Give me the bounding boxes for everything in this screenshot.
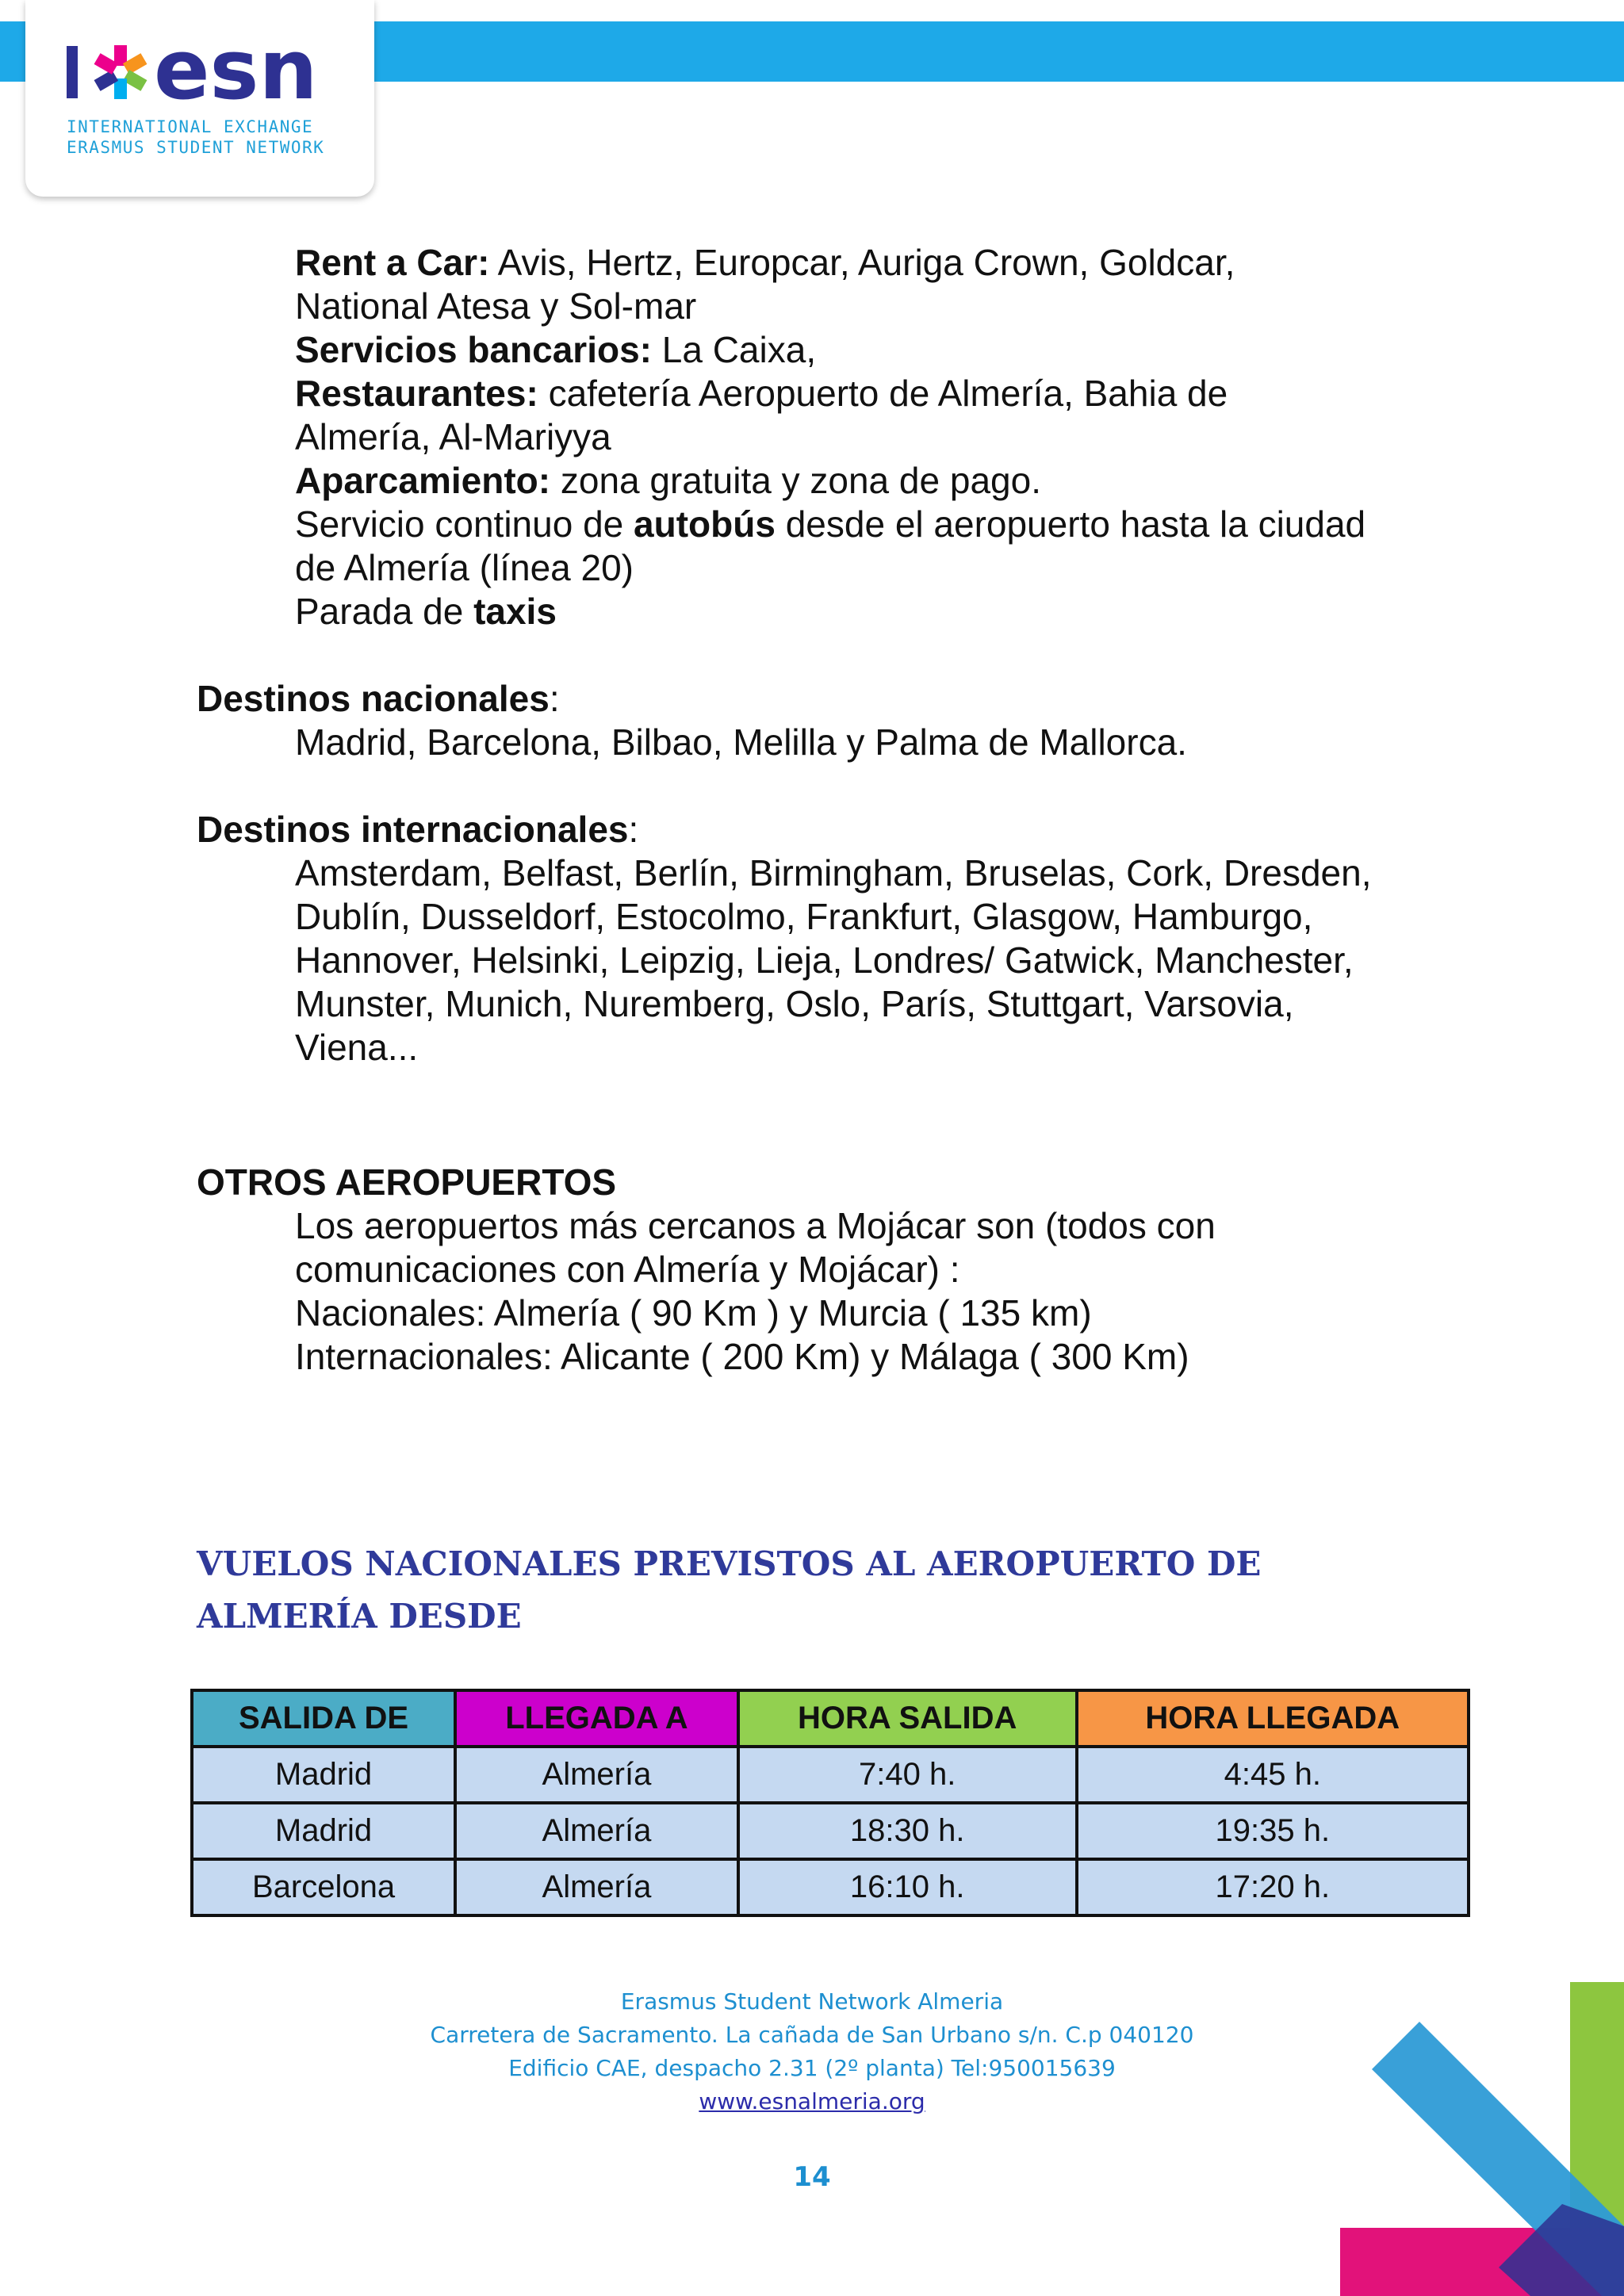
restaurants-label: Restaurantes: [295, 373, 538, 414]
other-airports-line: comunicaciones con Almería y Mojácar) : [295, 1249, 960, 1290]
table-row [192, 1859, 1469, 1915]
bank-text: La Caixa, [661, 329, 817, 370]
page-number: 14 [793, 2161, 831, 2193]
rent-a-car-line [295, 241, 1235, 285]
bus-text-pre: Servicio continuo de [295, 503, 624, 545]
esn-star-logo-icon [65, 38, 350, 109]
restaurants-line [295, 372, 1228, 415]
footer-address-2: Edificio CAE, despacho 2.31 (2º planta) Tel:950015639 [508, 2055, 1116, 2081]
website-link[interactable]: www.esnalmeria.org [699, 2088, 925, 2114]
table-cell: Almería [455, 1747, 738, 1803]
table-row [192, 1747, 1469, 1803]
bank-line [295, 328, 816, 372]
international-heading-text: Destinos internacionales [197, 809, 629, 850]
footer-org: Erasmus Student Network Almeria [620, 1988, 1004, 2015]
bus-text-bold: autobús [634, 503, 776, 545]
rent-text: Avis, Hertz, Europcar, Auriga Crown, Goldcar, [497, 242, 1235, 283]
column-header: SALIDA DE [192, 1690, 455, 1747]
national-destinations: Madrid, Barcelona, Bilbao, Melilla y Palma de Mallorca. [295, 721, 1187, 763]
rent-text-2: National Atesa y Sol-mar [295, 285, 697, 327]
bus-line-2: de Almería (línea 20) [295, 547, 634, 588]
rent-label: Rent a Car: [295, 242, 490, 283]
other-airports-line: Los aeropuertos más cercanos a Mojácar son (todos con [295, 1205, 1216, 1246]
column-header: LLEGADA A [455, 1690, 738, 1747]
flights-table [190, 1689, 1470, 1917]
bus-text-post: desde el aeropuerto hasta la ciudad [785, 503, 1366, 545]
international-line: Dublín, Dusseldorf, Estocolmo, Frankfurt, Glasgow, Hamburgo, [295, 896, 1313, 937]
table-cell: Barcelona [192, 1859, 455, 1915]
flights-section-title: VUELOS NACIONALES PREVISTOS AL AEROPUERTO DE ALMERÍA DESDE [197, 1544, 1262, 1636]
taxi-line [295, 590, 557, 633]
parking-text: zona gratuita y zona de pago. [560, 460, 1041, 501]
national-heading: Destinos nacionales: [197, 678, 560, 719]
national-heading-text: Destinos nacionales [197, 678, 550, 719]
svg-text:esn: esn [154, 38, 318, 109]
international-line: Viena... [295, 1027, 419, 1068]
table-cell: 16:10 h. [738, 1859, 1077, 1915]
bus-line [295, 503, 1365, 546]
table-cell: 17:20 h. [1077, 1859, 1469, 1915]
footer-address-1: Carretera de Sacramento. La cañada de San Urbano s/n. C.p 040120 [430, 2022, 1194, 2048]
table-cell: Almería [455, 1803, 738, 1859]
parking-label: Aparcamiento: [295, 460, 551, 501]
logo-tagline-1: INTERNATIONAL EXCHANGE [67, 117, 314, 136]
corner-decoration-icon [1340, 1974, 1624, 2296]
other-airports-line: Nacionales: Almería ( 90 Km ) y Murcia ( 135 km) [295, 1292, 1092, 1334]
other-airports-line: Internacionales: Alicante ( 200 Km) y Málaga ( 300 Km) [295, 1336, 1189, 1377]
table-cell: 4:45 h. [1077, 1747, 1469, 1803]
table-header-row [192, 1690, 1469, 1747]
international-line: Munster, Munich, Nuremberg, Oslo, París, Stuttgart, Varsovia, [295, 983, 1294, 1024]
parking-line [295, 459, 1041, 503]
table-row [192, 1803, 1469, 1859]
other-airports-heading: OTROS AEROPUERTOS [197, 1161, 617, 1203]
table-cell: Almería [455, 1859, 738, 1915]
esn-logo [25, 0, 374, 197]
logo-tagline-2: ERASMUS STUDENT NETWORK [67, 138, 325, 157]
table-cell: 19:35 h. [1077, 1803, 1469, 1859]
table-cell: Madrid [192, 1747, 455, 1803]
restaurants-text-2: Almería, Al-Mariyya [295, 416, 611, 457]
international-heading: Destinos internacionales: [197, 809, 639, 850]
column-header: HORA LLEGADA [1077, 1690, 1469, 1747]
table-cell: 7:40 h. [738, 1747, 1077, 1803]
taxi-text-pre: Parada de [295, 591, 464, 632]
table-cell: 18:30 h. [738, 1803, 1077, 1859]
bank-label: Servicios bancarios: [295, 329, 652, 370]
international-line: Amsterdam, Belfast, Berlín, Birmingham, Bruselas, Cork, Dresden, [295, 852, 1372, 894]
table-cell: Madrid [192, 1803, 455, 1859]
restaurants-text: cafetería Aeropuerto de Almería, Bahia de [548, 373, 1228, 414]
international-line: Hannover, Helsinki, Leipzig, Lieja, Londres/ Gatwick, Manchester, [295, 939, 1354, 981]
taxi-text-bold: taxis [473, 591, 557, 632]
column-header: HORA SALIDA [738, 1690, 1077, 1747]
